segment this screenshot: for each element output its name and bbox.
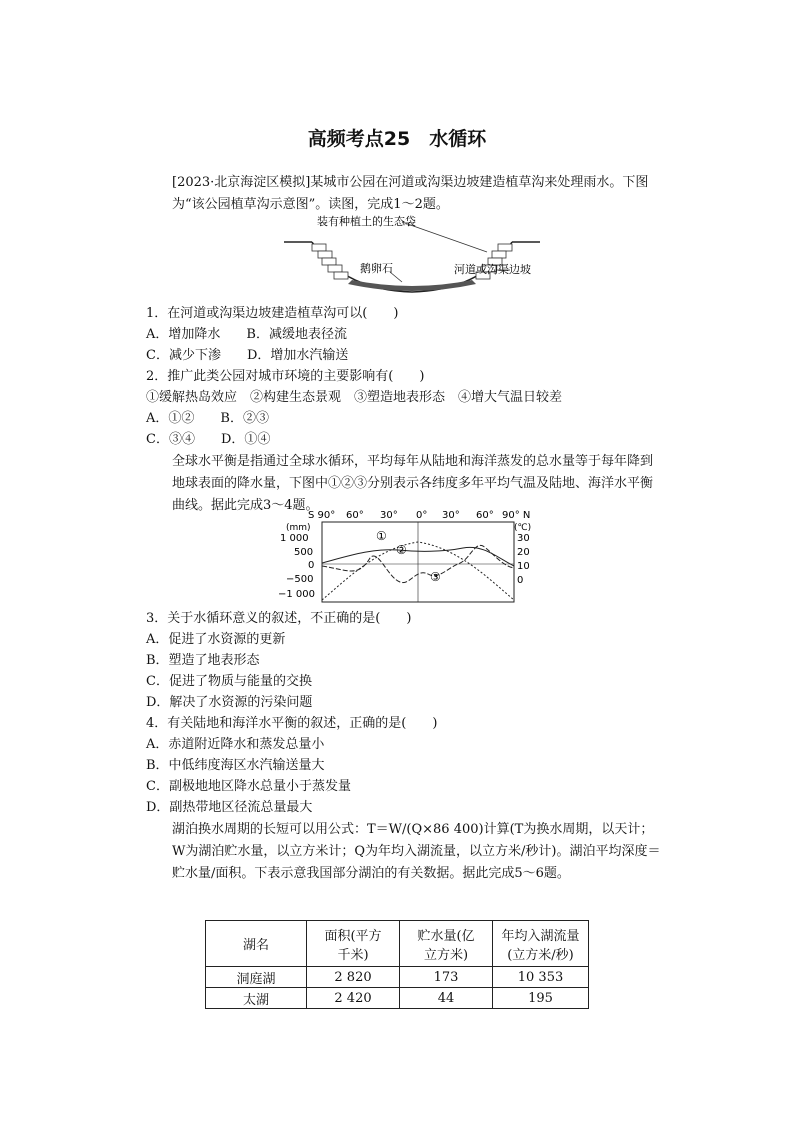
cell-storage: 173 xyxy=(400,967,493,988)
q3-stem: 3．关于水循环意义的叙述，不正确的是( ) xyxy=(146,611,412,626)
intro-paragraph-3 xyxy=(146,819,662,885)
top-label-n30: 30° xyxy=(442,510,460,521)
q4-option-a: A．赤道附近降水和蒸发总量小 xyxy=(146,737,325,752)
q3-option-d: D．解决了水资源的污染问题 xyxy=(146,695,313,710)
cell-storage: 44 xyxy=(400,988,493,1009)
q3-option-b: B．塑造了地表形态 xyxy=(146,653,260,668)
q2-items: ①缓解热岛效应 ②构建生态景观 ③塑造地表形态 ④增大气温日较差 xyxy=(146,390,563,405)
water-balance-chart xyxy=(278,508,538,608)
header-area: 面积(平方 千米) xyxy=(307,921,400,967)
left-eco-bags xyxy=(312,244,348,279)
q4-option-b: B．中低纬度海区水汽输送量大 xyxy=(146,758,325,773)
top-label-0: 0° xyxy=(416,510,428,521)
top-label-n90: 90° N xyxy=(502,510,531,521)
q1-stem: 1．在河道或沟渠边坡建造植草沟可以( ) xyxy=(146,306,399,321)
cell-lake-name: 太湖 xyxy=(206,988,307,1009)
q1-options-ab: A．增加降水 B．减缓地表径流 xyxy=(146,327,347,342)
q3-option-c: C．促进了物质与能量的交换 xyxy=(146,674,312,689)
left-tick-neg500: −500 xyxy=(286,574,314,585)
top-label-s90: S 90° xyxy=(308,510,336,521)
q3-option-a: A．促进了水资源的更新 xyxy=(146,632,286,647)
q4-option-d: D．副热带地区径流总量最大 xyxy=(146,800,313,815)
cell-area: 2 420 xyxy=(307,988,400,1009)
pebble-layer xyxy=(348,280,476,291)
left-tick-0: 0 xyxy=(308,560,315,571)
header-lake-name: 湖名 xyxy=(206,921,307,967)
cell-inflow: 10 353 xyxy=(493,967,589,988)
right-tick-30: 30 xyxy=(517,533,530,544)
left-unit: (mm) xyxy=(286,523,311,533)
intro-text-1: [2023·北京海淀区模拟]某城市公园在河道或沟渠边坡建造植草沟来处理雨水。下图为“该公园植草沟示意图”。读图，完成1～2题。 xyxy=(172,175,649,212)
q4-stem: 4．有关陆地和海洋水平衡的叙述，正确的是( ) xyxy=(146,716,438,731)
label-slope: 河道或沟渠边坡 xyxy=(454,263,531,276)
table-row xyxy=(206,988,589,1009)
right-tick-0: 0 xyxy=(517,575,524,586)
intro-text-3: 湖泊换水周期的长短可以用公式：T＝W/(Q×86 400)计算(T为换水周期，以天计；W为湖泊贮水量，以立方米计；Q为年均入湖流量，以立方米/秒计)。湖泊平均深度＝贮水量/面积。下表示意我国部分湖泊的有关数据。据此完成5～6题。 xyxy=(172,822,661,881)
header-inflow: 年均入湖流量 (立方米/秒) xyxy=(493,921,589,967)
page-title: 高频考点25 水循环 xyxy=(307,128,487,150)
left-tick-neg1000: −1 000 xyxy=(278,589,316,600)
label-eco-bag: 装有种植土的生态袋 xyxy=(317,215,416,228)
top-label-s60: 60° xyxy=(346,510,364,521)
left-tick-500: 500 xyxy=(294,547,314,558)
cell-area: 2 820 xyxy=(307,967,400,988)
q4-option-c: C．副极地地区降水总量小于蒸发量 xyxy=(146,779,351,794)
top-label-n60: 60° xyxy=(476,510,494,521)
label-pebbles: 鹅卵石 xyxy=(360,262,393,275)
q1-options-cd: C．减少下渗 D．增加水汽输送 xyxy=(146,348,349,363)
cell-inflow: 195 xyxy=(493,988,589,1009)
intro-text-2: 全球水平衡是指通过全球水循环，平均每年从陆地和海洋蒸发的总水量等于每年降到地球表面的降水量，下图中①②③分别表示各纬度多年平均气温及陆地、海洋水平衡曲线。据此完成3～4题。 xyxy=(172,454,654,513)
table-header-row xyxy=(206,921,589,967)
intro-paragraph-1 xyxy=(146,172,662,216)
mark-3: ③ xyxy=(430,570,441,584)
right-tick-10: 10 xyxy=(517,561,530,572)
left-tick-1000: 1 000 xyxy=(280,533,309,544)
swale-diagram xyxy=(282,212,542,302)
q2-options-cd: C．③④ D．①④ xyxy=(146,432,271,447)
lake-table xyxy=(205,920,589,1009)
header-storage: 贮水量(亿 立方米) xyxy=(400,921,493,967)
q2-stem: 2．推广此类公园对城市环境的主要影响有( ) xyxy=(146,369,425,384)
right-tick-20: 20 xyxy=(517,547,530,558)
table-row xyxy=(206,967,589,988)
q2-options-ab: A．①② B．②③ xyxy=(146,411,269,426)
top-label-s30: 30° xyxy=(380,510,398,521)
right-unit: (℃) xyxy=(514,523,532,533)
mark-1: ① xyxy=(376,529,387,543)
cell-lake-name: 洞庭湖 xyxy=(206,967,307,988)
mark-2: ② xyxy=(396,543,407,557)
